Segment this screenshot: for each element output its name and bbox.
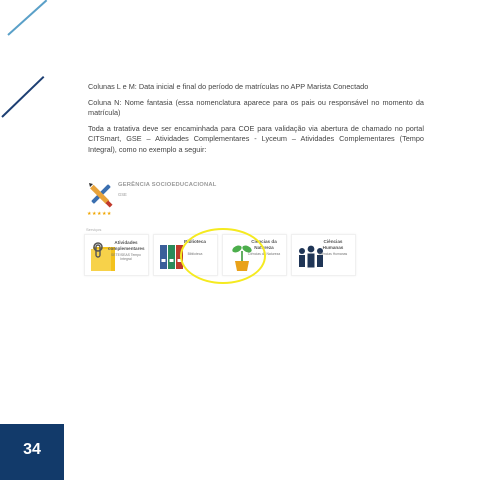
card-ciencias-humanas[interactable] [291,234,356,276]
pencil-ruler-icon [86,180,114,210]
card-title: Atividades complementares [108,240,145,251]
paragraph-instructions: Toda a tratativa deve ser encaminhada para COE para validação via abertura de chamado no portal CITSmart, GSE – Atividades Complementares - Lyceum – Atividades Complementares (Tempo Integral), como no exemplo a seguir: [88,123,424,154]
card-biblioteca[interactable] [153,234,218,276]
card-subtitle: Ciências Humanas [318,252,348,256]
card-subtitle: SETE/SEAS Tempo Integral [111,253,141,262]
page-number-box [0,424,64,480]
card-subtitle: Biblioteca [187,252,203,256]
rating-stars: ★★★★★ [87,211,112,217]
card-atividades-complementares[interactable] [84,234,149,276]
card-ciencias-natureza[interactable] [222,234,287,276]
decorative-line-middle [1,76,44,118]
header-subtitle: GSE [118,192,127,197]
section-label: Serviços [86,227,102,232]
decorative-line-top [7,0,47,36]
page-number: 34 [23,441,41,458]
card-title: Ciências Humanas [322,239,344,250]
embedded-screenshot [84,178,424,288]
paragraph-columns-lm: Colunas L e M: Data inicial e final do período de matrículas no APP Marista Conectado [88,82,369,91]
card-title: Ciências da Natureza [251,239,277,250]
header-title: GERÊNCIA SOCIOEDUCACIONAL [118,182,217,188]
card-subtitle: Ciências da Natureza [247,252,281,256]
body-text [88,82,424,161]
paragraph-column-n: Coluna N: Nome fantasia (essa nomenclatura aparece para os pais ou responsável no momento da matrícula) [88,97,424,118]
service-cards [84,234,424,276]
gse-header [84,178,284,222]
card-title: Biblioteca [184,239,206,244]
